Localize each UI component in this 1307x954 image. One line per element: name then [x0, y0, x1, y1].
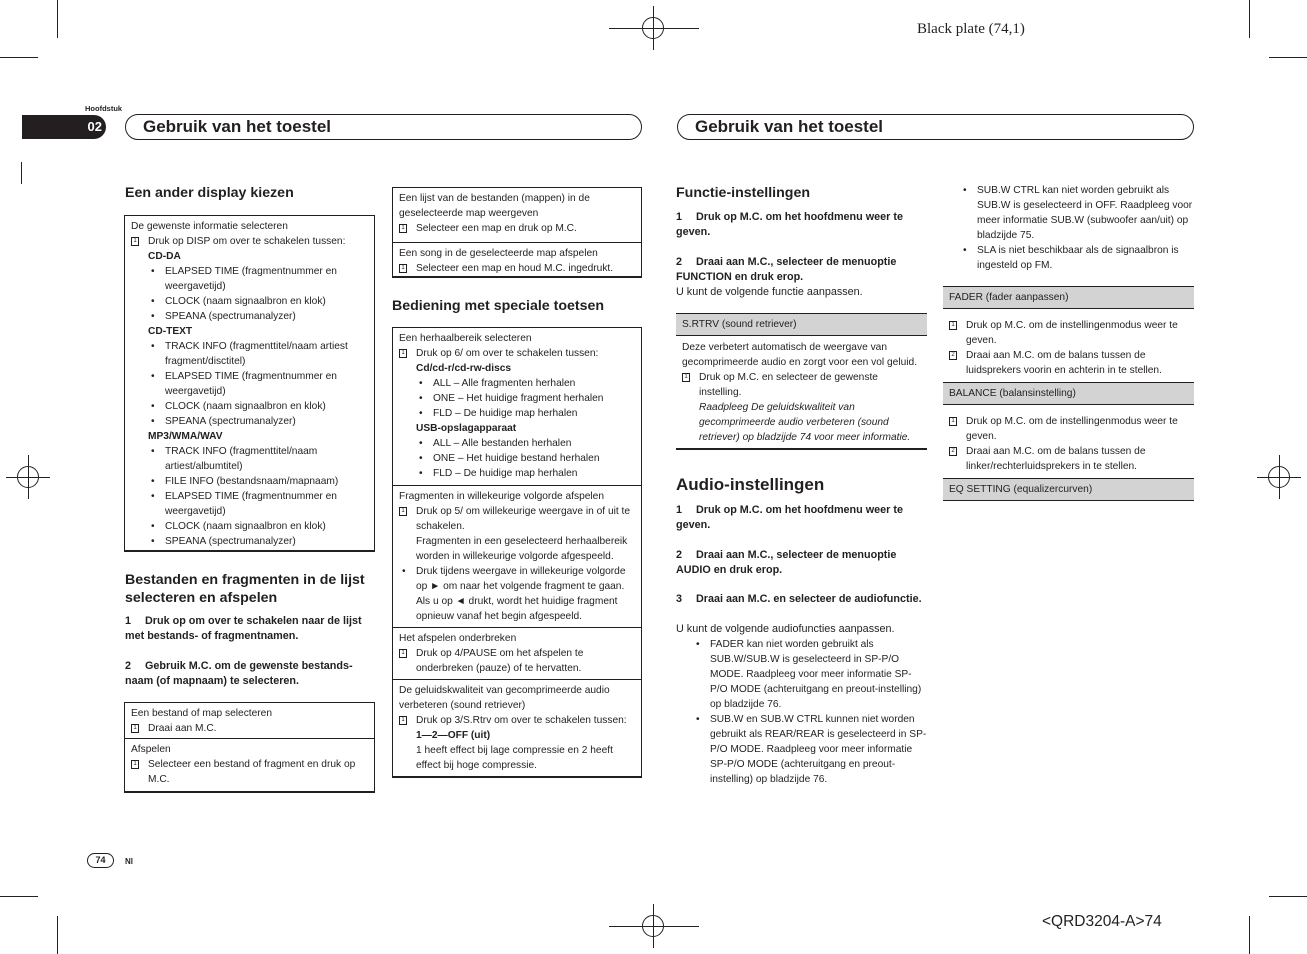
heading-special-keys: Bediening met speciale toetsen [392, 298, 605, 314]
language-code: Nl [125, 857, 133, 866]
step-text: Druk op M.C. om de instellingenmodus weer te geven. [966, 320, 1178, 346]
step-text: Druk op DISP om over te schakelen tussen: [148, 236, 346, 247]
registration-mark [17, 466, 39, 488]
list-item: • CLOCK (naam signaalbron en klok) [131, 519, 368, 534]
list-item: • ELAPSED TIME (fragmentnummer en weergavetijd) [131, 369, 368, 399]
box-heading: Een herhaalbereik selecteren [399, 333, 532, 344]
list-item: • TRACK INFO (fragmenttitel/naam artiest/albumtitel) [131, 444, 368, 474]
list-item: • TRACK INFO (fragmenttitel/naam artiest fragment/disctitel) [131, 339, 368, 369]
list-item: • FADER kan niet worden gebruikt als SUB.W/SUB.W is geselecteerd in SP-P/O MODE. Raadpleeg voor meer informatie SP-P/O MODE (achteruitgang en preout-instelling) op bladzijde 76. [676, 637, 927, 712]
folder-box [392, 187, 642, 278]
files-box [124, 702, 375, 793]
black-plate-label: Black plate (74,1) [917, 21, 1025, 37]
balance-heading: BALANCE (balansinstelling) [943, 382, 1194, 405]
step-box-icon: 1 [949, 321, 957, 330]
group-name: CD-DA [148, 251, 181, 262]
box-heading: Een bestand of map selecteren [131, 708, 273, 719]
step-text: Druk op 3/S.Rtrv om over te schakelen tussen: [416, 715, 627, 726]
step-text: Selecteer een map en houd M.C. ingedrukt. [416, 263, 614, 274]
step-box-icon: 1 [131, 760, 139, 769]
step-3: 3 Draai aan M.C. en selecteer de audiofunctie. [676, 593, 922, 605]
list-item: • SLA is niet beschikbaar als de signaalbron is ingesteld op FM. [943, 243, 1194, 273]
list-item: • SUB.W en SUB.W CTRL kunnen niet worden gebruikt als REAR/REAR is geselecteerd in SP-P/O MODE. Raadpleeg voor meer informatie SP-P/O MODE (achteruitgang en preout-instelling) op bladzijde 76. [676, 712, 927, 787]
step-text: Druk op 6/ om over te schakelen tussen: [416, 348, 599, 359]
list-item: • ALL – Alle bestanden herhalen [399, 436, 635, 451]
special-keys-box [392, 327, 642, 778]
step-box-icon: 2 [949, 447, 957, 456]
list-item: • FLD – De huidige map herhalen [399, 406, 635, 421]
fader-heading: FADER (fader aanpassen) [943, 286, 1194, 309]
crop-mark [0, 57, 38, 58]
step-1: 1 Druk op M.C. om het hoofdmenu weer te geven. [676, 211, 903, 238]
step-box-icon: 1 [399, 649, 407, 658]
crop-mark [1269, 57, 1307, 58]
display-box [124, 215, 375, 552]
list-item: • SUB.W CTRL kan niet worden gebruikt als SUB.W is geselecteerd in OFF. Raadpleeg voor meer informatie SUB.W (subwoofer aan/uit) op bladzijde 75. [943, 183, 1194, 243]
step-1: 1 Druk op om over te schakelen naar de lijst met bestands- of fragmentnamen. [125, 615, 362, 642]
box-heading: De geluidskwaliteit van gecomprimeerde audio verbeteren (sound retriever) [399, 685, 610, 711]
box-heading: Een song in de geselecteerde map afspelen [399, 248, 598, 259]
registration-mark [642, 17, 664, 39]
registration-mark [1268, 466, 1290, 488]
subwoofer-notes [943, 183, 1194, 273]
step-text: Selecteer een bestand of fragment en druk op M.C. [148, 759, 356, 785]
crop-mark [1249, 0, 1250, 38]
step-box-icon: 1 [949, 417, 957, 426]
section-header-right: Gebruik van het toestel [677, 114, 1194, 140]
step-box-icon: 1 [399, 716, 407, 725]
list-item: • ONE – Het huidige bestand herhalen [399, 451, 635, 466]
list-item: • FLD – De huidige map herhalen [399, 466, 635, 481]
crop-mark [57, 916, 58, 954]
box-heading: Het afspelen onderbreken [399, 633, 517, 644]
crop-mark [1249, 916, 1250, 954]
crop-mark [21, 162, 22, 184]
step-box-icon: 1 [131, 724, 139, 733]
group-name: USB-opslagapparaat [416, 423, 517, 434]
eq-heading: EQ SETTING (equalizercurven) [943, 478, 1194, 501]
heading-audio-settings: Audio-instellingen [676, 475, 825, 494]
section-header-left: Gebruik van het toestel [125, 114, 642, 140]
step-text: Selecteer een map en druk op M.C. [416, 223, 577, 234]
group-name: Cd/cd-r/cd-rw-discs [416, 363, 512, 374]
box-heading: Afspelen [131, 744, 171, 755]
reference-text: Raadpleeg De geluidskwaliteit van gecomprimeerde audio verbeteren (sound retriever) op bladzijde 74 voor meer informatie. [699, 402, 911, 443]
list-item: • ELAPSED TIME (fragmentnummer en weergavetijd) [131, 264, 368, 294]
box-heading: Fragmenten in willekeurige volgorde afspelen [399, 491, 604, 502]
audio-notes [676, 637, 927, 787]
heading-display: Een ander display kiezen [125, 185, 294, 201]
crop-mark [1269, 896, 1307, 897]
list-item: • SPEANA (spectrumanalyzer) [131, 534, 368, 549]
group-name: MP3/WMA/WAV [148, 431, 223, 442]
step-box-icon: 1 [399, 507, 407, 516]
footer-code: <QRD3204-A>74 [1042, 913, 1162, 930]
step-box-icon: 1 [682, 373, 690, 382]
list-item: • SPEANA (spectrumanalyzer) [131, 309, 368, 324]
list-item: • ELAPSED TIME (fragmentnummer en weergavetijd) [131, 489, 368, 519]
paragraph: U kunt de volgende functie aanpassen. [676, 286, 863, 298]
step-box-icon: 1 [399, 224, 407, 233]
list-item: • Druk tijdens weergave in willekeurige volgorde op ► om naar het volgende fragment te gaan. Als u op ◄ drukt, wordt het huidige fragment opnieuw vanaf het begin afgespeeld. [399, 564, 635, 624]
list-item: • CLOCK (naam signaalbron en klok) [131, 294, 368, 309]
box-heading: Een lijst van de bestanden (mappen) in de geselecteerde map weergeven [399, 193, 590, 219]
heading-files: Bestanden en fragmenten in de lijst selecteren en afspelen [125, 572, 365, 606]
box-heading: De gewenste informatie selecteren [131, 221, 288, 232]
paragraph: U kunt de volgende audiofuncties aanpassen. [676, 623, 895, 635]
list-item: • FILE INFO (bestandsnaam/mapnaam) [131, 474, 368, 489]
page-number: 74 [87, 853, 114, 868]
note-text: Fragmenten in een geselecteerd herhaalbereik worden in willekeurige volgorde afgespeeld. [416, 536, 628, 562]
step-text: Druk op 4/PAUSE om het afspelen te onderbreken (pauze) of te hervatten. [416, 648, 584, 674]
fader-block [943, 318, 1194, 378]
step-text: Druk op M.C. om de instellingenmodus weer te geven. [966, 416, 1178, 442]
group-name: CD-TEXT [148, 326, 193, 337]
srtrv-heading: S.RTRV (sound retriever) [676, 313, 927, 336]
step-box-icon: 1 [131, 237, 139, 246]
description-text: Deze verbetert automatisch de weergave van gecomprimeerde audio en zorgt voor een vol geluid. [682, 342, 918, 368]
step-text: Draai aan M.C. om de balans tussen de luidsprekers voorin en achterin in te stellen. [966, 350, 1162, 376]
crop-mark [0, 896, 38, 897]
step-box-icon: 2 [949, 351, 957, 360]
balance-block [943, 414, 1194, 474]
step-text: Draai aan M.C. [148, 723, 217, 734]
srtrv-block [676, 340, 927, 450]
list-item: • SPEANA (spectrumanalyzer) [131, 414, 368, 429]
step-2: 2 Draai aan M.C., selecteer de menuoptie FUNCTION en druk erop. [676, 256, 897, 283]
step-box-icon: 1 [399, 264, 407, 273]
step-1: 1 Druk op M.C. om het hoofdmenu weer te geven. [676, 504, 903, 531]
step-text: Druk op M.C. en selecteer de gewenste instelling. [699, 372, 878, 398]
chapter-label: Hoofdstuk [85, 104, 123, 113]
registration-mark [642, 915, 664, 937]
chapter-number: 02 [22, 115, 106, 139]
step-text: Draai aan M.C. om de balans tussen de linker/rechterluidsprekers in te stellen. [966, 446, 1146, 472]
heading-function-settings: Functie-instellingen [676, 185, 810, 201]
crop-mark [57, 0, 58, 38]
list-item: • CLOCK (naam signaalbron en klok) [131, 399, 368, 414]
note-text: 1 heeft effect bij lage compressie en 2 heeft effect bij hoge compressie. [416, 745, 613, 771]
step-box-icon: 1 [399, 349, 407, 358]
list-item: • ALL – Alle fragmenten herhalen [399, 376, 635, 391]
step-2: 2 Draai aan M.C., selecteer de menuoptie AUDIO en druk erop. [676, 549, 897, 576]
step-2: 2 Gebruik M.C. om de gewenste bestands-naam (of mapnaam) te selecteren. [125, 660, 353, 687]
sequence-text: 1—2—OFF (uit) [416, 730, 491, 741]
list-item: • ONE – Het huidige fragment herhalen [399, 391, 635, 406]
step-text: Druk op 5/ om willekeurige weergave in of uit te schakelen. [416, 506, 631, 532]
